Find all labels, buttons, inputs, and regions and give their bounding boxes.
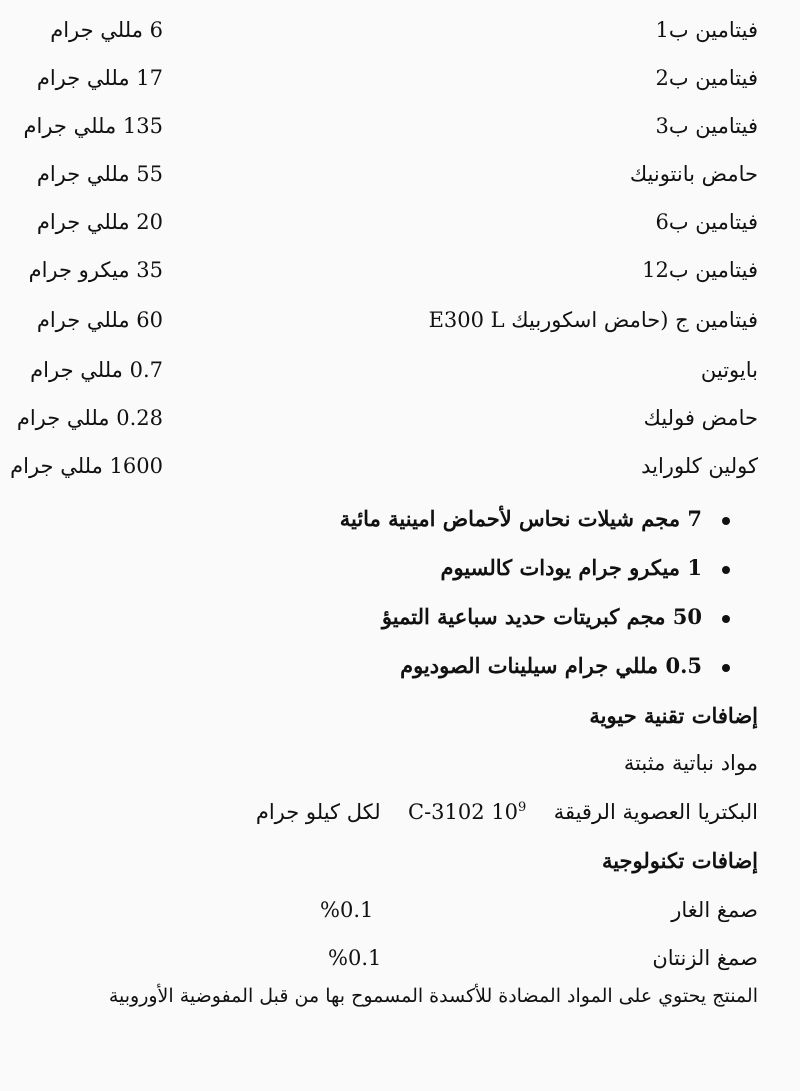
bullet-dot — [722, 517, 730, 525]
mineral-text: 50 مجم كبريتات حديد سباعية التميؤ — [381, 604, 702, 629]
mineral-text: 0.5 مللي جرام سيلينات الصوديوم — [400, 653, 702, 678]
mineral-text: 1 ميكرو جرام يودات كالسيوم — [440, 555, 702, 580]
tech-additive-amount: %0.1 — [320, 898, 374, 922]
vitamin-amount: 20 مللي جرام — [36, 210, 163, 234]
bullet-dot — [722, 566, 730, 574]
vitamin-amount: 135 مللي جرام — [23, 114, 163, 138]
list-item — [130, 651, 730, 700]
bacteria-count-exp: 9 — [518, 800, 527, 815]
vitamin-row — [0, 454, 800, 502]
tech-additive-name: صمغ الزنتان — [652, 946, 758, 970]
vitamin-row — [0, 114, 800, 162]
vitamin-row — [0, 66, 800, 114]
footer-note: المنتج يحتوي على المواد المضادة للأكسدة المسموح بها من قبل المفوضية الأوروبية — [108, 985, 758, 1007]
vitamin-amount: 0.28 مللي جرام — [16, 406, 163, 430]
bacteria-name: البكتريا العصوية الرقيقة — [553, 800, 758, 824]
vitamin-amount: 55 مللي جرام — [36, 162, 163, 186]
bullet-dot — [722, 615, 730, 623]
vitamin-amount: 1600 مللي جرام — [10, 454, 163, 478]
vitamin-row — [0, 358, 800, 406]
vitamin-name: فيتامين ب6 — [655, 210, 758, 234]
vitamin-row — [0, 210, 800, 258]
plant-stabilizers-text: مواد نباتية مثبتة — [623, 751, 758, 775]
bacteria-strain: C-3102 — [408, 800, 485, 824]
tech-additive-row — [0, 898, 800, 938]
tech-heading: إضافات تكنولوجية — [601, 848, 758, 873]
vitamin-amount: 60 مللي جرام — [36, 308, 163, 332]
biotech-heading: إضافات تقنية حيوية — [589, 703, 758, 728]
vitamin-name: حامض بانتونيك — [629, 162, 758, 186]
vitamin-amount: 35 ميكرو جرام — [28, 258, 163, 282]
list-item — [130, 602, 730, 651]
vitamin-name: فيتامين ب3 — [655, 114, 758, 138]
bullet-dot — [722, 664, 730, 672]
bacteria-count — [408, 800, 526, 824]
vitamin-amount: 0.7 مللي جرام — [30, 358, 163, 382]
list-item — [130, 553, 730, 602]
vitamin-name: فيتامين ب12 — [642, 258, 758, 282]
list-item — [130, 504, 730, 553]
tech-additive-row — [0, 946, 800, 986]
bacteria-count-base: 10 — [491, 800, 519, 824]
vitamin-row — [0, 258, 800, 306]
vitamin-row — [0, 406, 800, 454]
mineral-text: 7 مجم شيلات نحاس لأحماض امينية مائية — [339, 506, 702, 531]
vitamin-amount: 6 مللي جرام — [50, 18, 163, 42]
vitamin-amount: 17 مللي جرام — [36, 66, 163, 90]
vitamin-name: فيتامين ب2 — [655, 66, 758, 90]
vitamin-name: فيتامين ج (حامض اسكوربيك E300 L — [428, 308, 758, 332]
vitamin-row — [0, 308, 800, 356]
tech-additive-name: صمغ الغار — [671, 898, 758, 922]
vitamin-row — [0, 18, 800, 66]
vitamin-name: بايوتين — [700, 358, 758, 382]
bacteria-line — [256, 800, 758, 824]
vitamin-row — [0, 162, 800, 210]
mineral-list — [130, 504, 730, 700]
bacteria-unit: لكل كيلو جرام — [255, 800, 381, 824]
vitamin-name: فيتامين ب1 — [655, 18, 758, 42]
vitamin-name: حامض فوليك — [643, 406, 758, 430]
tech-additive-amount: %0.1 — [328, 946, 382, 970]
vitamin-name: كولين كلورايد — [641, 454, 758, 478]
